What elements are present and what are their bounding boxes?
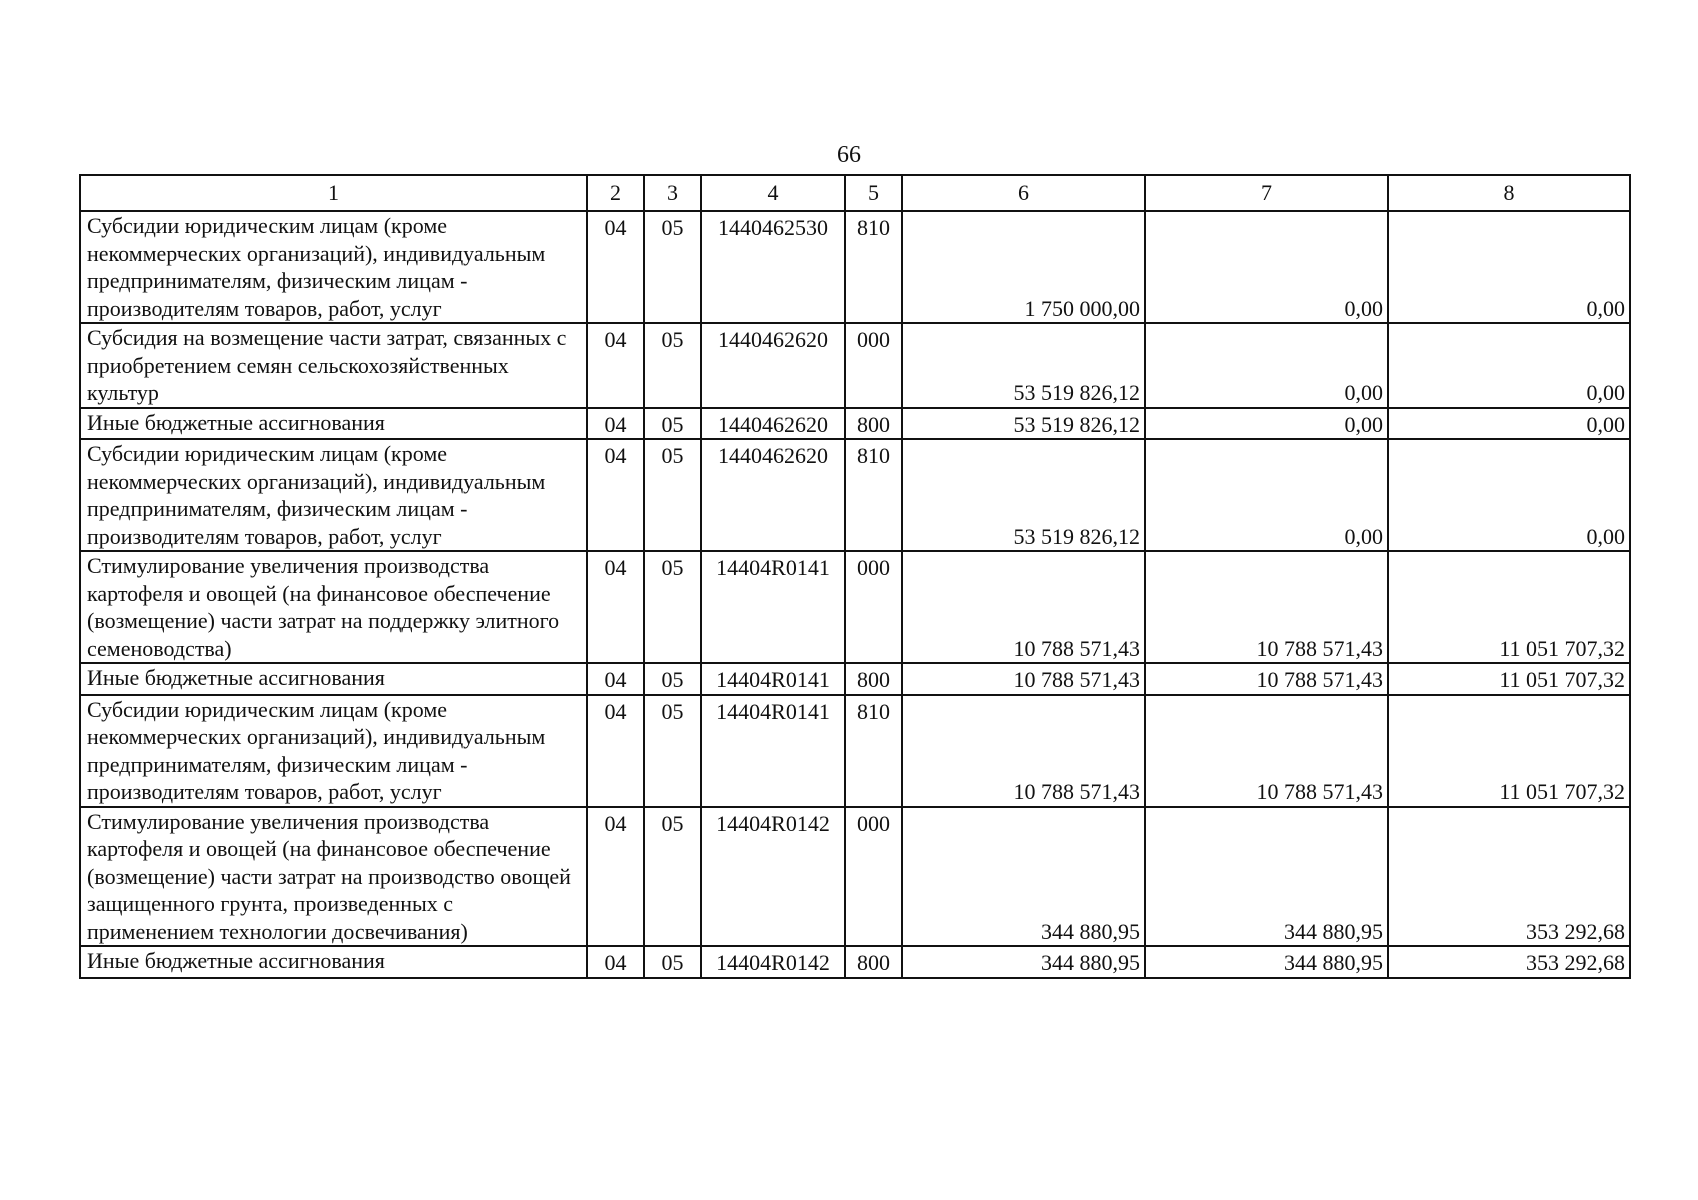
table-row xyxy=(80,439,1630,551)
target-article-code: 14404R0141 xyxy=(701,551,845,663)
amount-col8: 353 292,68 xyxy=(1388,946,1630,978)
section-code: 04 xyxy=(587,946,644,978)
table-row xyxy=(80,551,1630,663)
section-code: 04 xyxy=(587,695,644,807)
amount-col7: 10 788 571,43 xyxy=(1145,551,1388,663)
amount-col7: 10 788 571,43 xyxy=(1145,695,1388,807)
target-article-code: 14404R0141 xyxy=(701,663,845,695)
table-row xyxy=(80,946,1630,978)
expense-type-code: 810 xyxy=(845,695,902,807)
expense-type-code: 000 xyxy=(845,807,902,947)
header-cell: 6 xyxy=(902,175,1145,211)
table-row xyxy=(80,211,1630,323)
row-description: Субсидии юридическим лицам (кроме некоммерческих организаций), индивидуальным предпринимателям, физическим лицам - производителям товаров, работ, услуг xyxy=(80,439,587,551)
header-cell: 5 xyxy=(845,175,902,211)
amount-col6: 53 519 826,12 xyxy=(902,439,1145,551)
subsection-code: 05 xyxy=(644,946,701,978)
table-row xyxy=(80,663,1630,695)
expense-type-code: 000 xyxy=(845,323,902,408)
subsection-code: 05 xyxy=(644,408,701,440)
amount-col7: 10 788 571,43 xyxy=(1145,663,1388,695)
header-cell: 8 xyxy=(1388,175,1630,211)
amount-col6: 10 788 571,43 xyxy=(902,551,1145,663)
subsection-code: 05 xyxy=(644,551,701,663)
target-article-code: 1440462530 xyxy=(701,211,845,323)
amount-col7: 0,00 xyxy=(1145,211,1388,323)
expense-type-code: 800 xyxy=(845,946,902,978)
row-description: Стимулирование увеличения производства картофеля и овощей (на финансовое обеспечение (возмещение) части затрат на производство овощей защищенного грунта, произведенных с применением технологии досвечивания) xyxy=(80,807,587,947)
target-article-code: 1440462620 xyxy=(701,323,845,408)
amount-col8: 353 292,68 xyxy=(1388,807,1630,947)
target-article-code: 14404R0142 xyxy=(701,946,845,978)
header-cell: 2 xyxy=(587,175,644,211)
row-description: Субсидии юридическим лицам (кроме некоммерческих организаций), индивидуальным предпринимателям, физическим лицам - производителям товаров, работ, услуг xyxy=(80,695,587,807)
target-article-code: 14404R0142 xyxy=(701,807,845,947)
subsection-code: 05 xyxy=(644,439,701,551)
row-description: Стимулирование увеличения производства картофеля и овощей (на финансовое обеспечение (возмещение) части затрат на поддержку элитного семеноводства) xyxy=(80,551,587,663)
section-code: 04 xyxy=(587,408,644,440)
row-description: Иные бюджетные ассигнования xyxy=(80,408,587,440)
subsection-code: 05 xyxy=(644,663,701,695)
header-cell: 1 xyxy=(80,175,587,211)
subsection-code: 05 xyxy=(644,323,701,408)
amount-col8: 0,00 xyxy=(1388,439,1630,551)
section-code: 04 xyxy=(587,323,644,408)
table-row xyxy=(80,807,1630,947)
expense-type-code: 810 xyxy=(845,211,902,323)
subsection-code: 05 xyxy=(644,211,701,323)
amount-col6: 10 788 571,43 xyxy=(902,695,1145,807)
amount-col6: 344 880,95 xyxy=(902,807,1145,947)
row-description: Иные бюджетные ассигнования xyxy=(80,663,587,695)
amount-col7: 0,00 xyxy=(1145,323,1388,408)
expense-type-code: 000 xyxy=(845,551,902,663)
expense-type-code: 800 xyxy=(845,408,902,440)
amount-col8: 11 051 707,32 xyxy=(1388,663,1630,695)
target-article-code: 14404R0141 xyxy=(701,695,845,807)
amount-col7: 344 880,95 xyxy=(1145,946,1388,978)
target-article-code: 1440462620 xyxy=(701,408,845,440)
table-row xyxy=(80,323,1630,408)
section-code: 04 xyxy=(587,211,644,323)
amount-col6: 53 519 826,12 xyxy=(902,323,1145,408)
row-description: Субсидия на возмещение части затрат, связанных с приобретением семян сельскохозяйственных культур xyxy=(80,323,587,408)
amount-col8: 11 051 707,32 xyxy=(1388,695,1630,807)
page-number: 66 xyxy=(837,142,861,168)
table-row xyxy=(80,695,1630,807)
amount-col8: 11 051 707,32 xyxy=(1388,551,1630,663)
amount-col6: 10 788 571,43 xyxy=(902,663,1145,695)
header-cell: 7 xyxy=(1145,175,1388,211)
amount-col7: 344 880,95 xyxy=(1145,807,1388,947)
amount-col6: 1 750 000,00 xyxy=(902,211,1145,323)
amount-col8: 0,00 xyxy=(1388,323,1630,408)
row-description: Иные бюджетные ассигнования xyxy=(80,946,587,978)
budget-table xyxy=(79,174,1631,979)
header-row xyxy=(80,175,1630,211)
section-code: 04 xyxy=(587,439,644,551)
header-cell: 3 xyxy=(644,175,701,211)
amount-col6: 344 880,95 xyxy=(902,946,1145,978)
section-code: 04 xyxy=(587,551,644,663)
row-description: Субсидии юридическим лицам (кроме некоммерческих организаций), индивидуальным предпринимателям, физическим лицам - производителям товаров, работ, услуг xyxy=(80,211,587,323)
amount-col8: 0,00 xyxy=(1388,408,1630,440)
expense-type-code: 800 xyxy=(845,663,902,695)
subsection-code: 05 xyxy=(644,807,701,947)
section-code: 04 xyxy=(587,663,644,695)
amount-col8: 0,00 xyxy=(1388,211,1630,323)
subsection-code: 05 xyxy=(644,695,701,807)
expense-type-code: 810 xyxy=(845,439,902,551)
table-row xyxy=(80,408,1630,440)
target-article-code: 1440462620 xyxy=(701,439,845,551)
amount-col7: 0,00 xyxy=(1145,408,1388,440)
header-cell: 4 xyxy=(701,175,845,211)
section-code: 04 xyxy=(587,807,644,947)
amount-col6: 53 519 826,12 xyxy=(902,408,1145,440)
amount-col7: 0,00 xyxy=(1145,439,1388,551)
